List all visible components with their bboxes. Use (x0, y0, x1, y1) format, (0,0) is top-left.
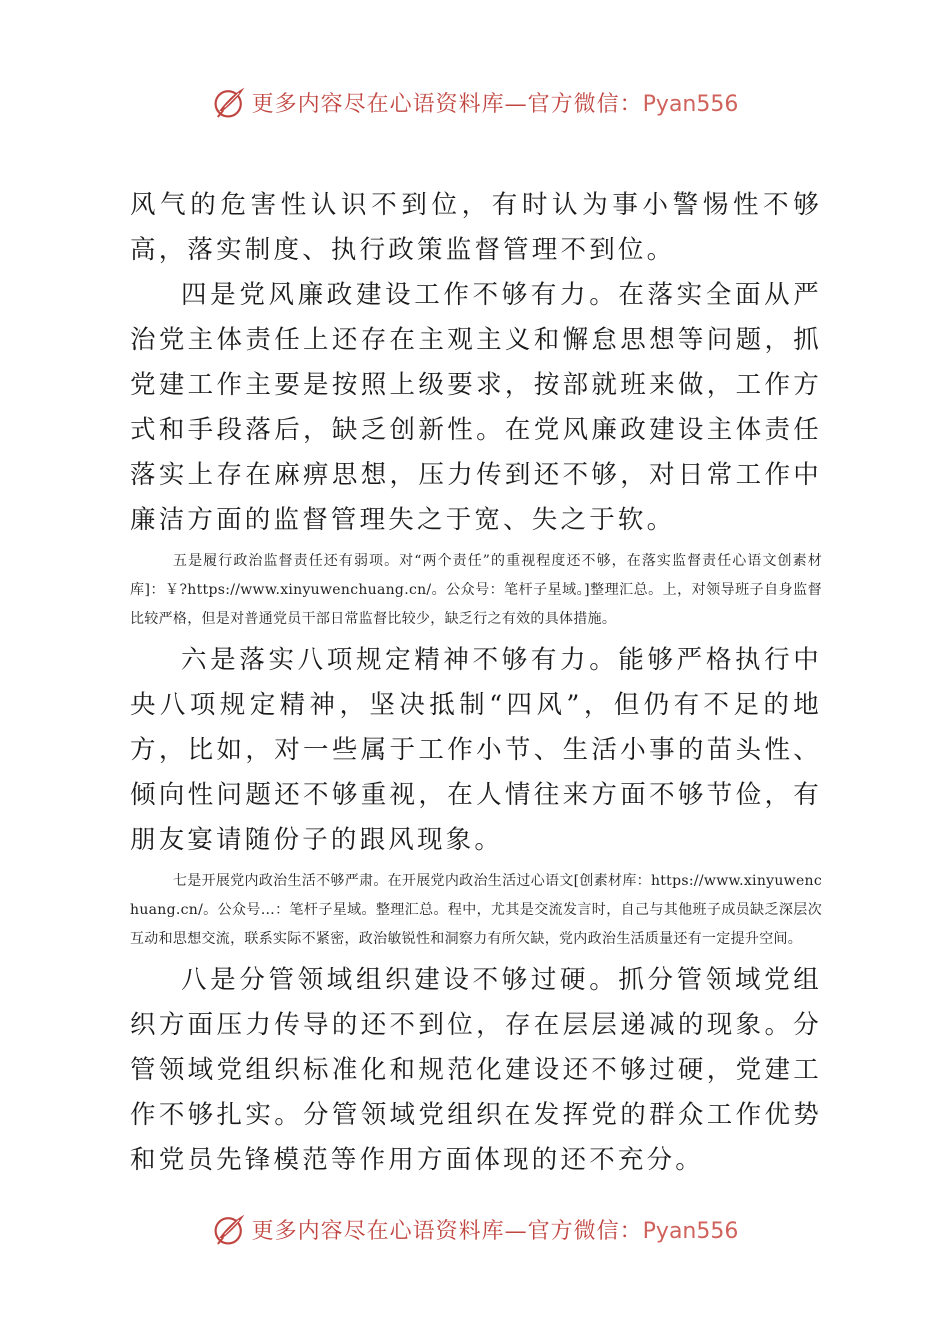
paragraph-five: 五是履行政治监督责任还有弱项。对“两个责任”的重视程度还不够，在落实监督责任心语文创素材库]：￥?https://www.xinyuwenchuang.cn/。公众号：笔杆子星域。]整理汇总。上，对领导班子自身监督比较严格，但是对普通党员干部日常监督比较少，缺乏行之有效的具体措施。 (130, 553, 822, 627)
paragraph-six: 六是落实八项规定精神不够有力。能够严格执行中央八项规定精神，坚决抵制“四风”，但仍有不足的地方，比如，对一些属于工作小节、生活小事的苗头性、倾向性问题还不够重视，在人情往来方面不够节俭，有朋友宴请随份子的跟风现象。 (130, 645, 822, 855)
quill-pen-logo-icon (212, 84, 248, 120)
footer-banner-text: 更多内容尽在心语资料库—官方微信：Pyan556 (251, 1218, 739, 1244)
paragraph-four: 四是党风廉政建设工作不够有力。在落实全面从严治党主体责任上还存在主观主义和懈怠思想等问题，抓党建工作主要是按照上级要求，按部就班来做，工作方式和手段落后，缺乏创新性。在党风廉政建设主体责任落实上存在麻痹思想，压力传到还不够，对日常工作中廉洁方面的监督管理失之于宽、失之于软。 (130, 280, 822, 535)
footer-banner (0, 1207, 950, 1251)
paragraph-continuation: 风气的危害性认识不到位，有时认为事小警惕性不够高，落实制度、执行政策监督管理不到位。 (130, 190, 822, 265)
footer-wechat-id: Pyan556 (642, 1218, 739, 1244)
quill-pen-logo-icon (212, 1211, 248, 1247)
header-banner (0, 80, 950, 124)
paragraph-eight: 八是分管领域组织建设不够过硬。抓分管领域党组织方面压力传导的还不到位，存在层层递减的现象。分管领域党组织标准化和规范化建设还不够过硬，党建工作不够扎实。分管领域党组织在发挥党的群众工作优势和党员先锋模范等作用方面体现的还不充分。 (130, 965, 822, 1175)
header-banner-text: 更多内容尽在心语资料库—官方微信：Pyan556 (251, 91, 739, 117)
header-wechat-id: Pyan556 (642, 91, 739, 117)
document-body (130, 183, 822, 1183)
paragraph-seven: 七是开展党内政治生活不够严肃。在开展党内政治生活过心语文[创素材库：https://www.xinyuwenchuang.cn/。公众号…：笔杆子星域。整理汇总。程中，尤其是交流发言时，自己与其他班子成员缺乏深层次互动和思想交流，联系实际不紧密，政治敏锐性和洞察力有所欠缺，党内政治生活质量还有一定提升空间。 (130, 873, 822, 947)
